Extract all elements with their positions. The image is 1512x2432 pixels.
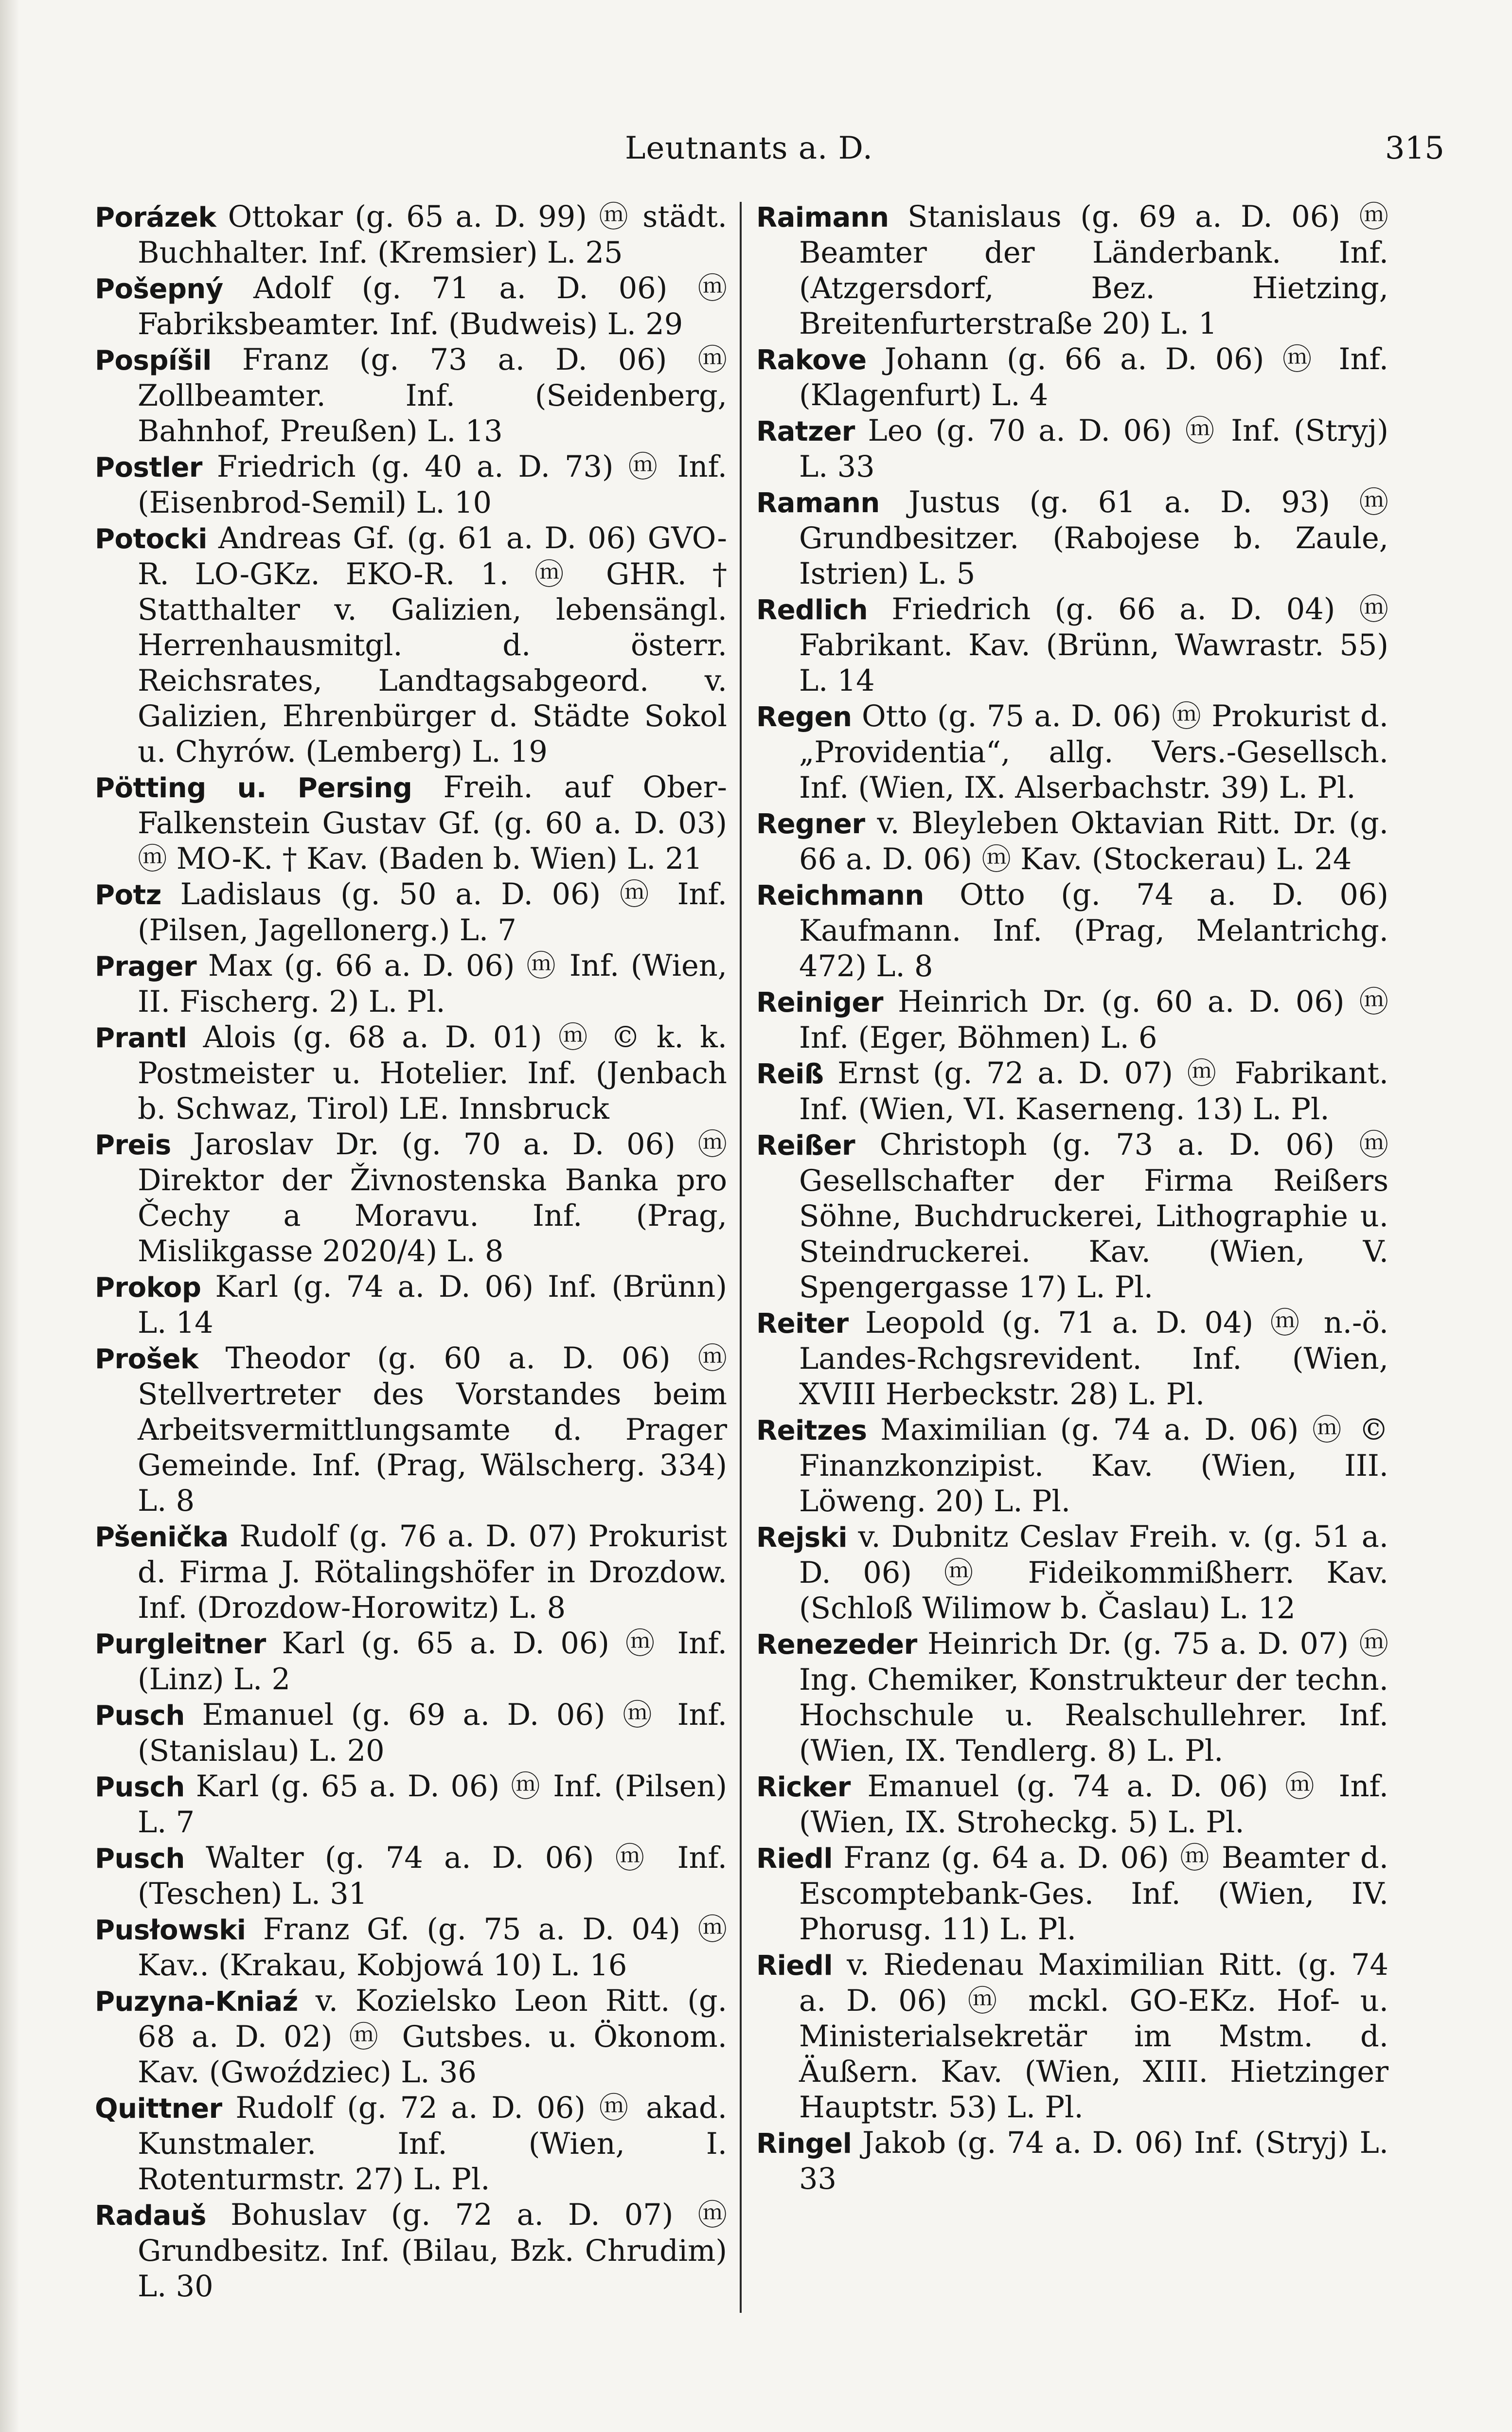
entry-details: Stanislaus (g. 69 a. D. 06) ⓜ Beamter der Länderbank. Inf. (Atzgersdorf, Bez. Hietzing, Breitenfurterstraße 20) L. 1: [799, 200, 1388, 341]
directory-entry: [756, 699, 1388, 806]
directory-entry: [95, 1912, 727, 1984]
entry-details: v. Bleyleben Oktavian Ritt. Dr. (g. 66 a. D. 06) ⓜ Kav. (Stockerau) L. 24: [799, 806, 1388, 876]
entry-details: Heinrich Dr. (g. 60 a. D. 06) ⓜ Inf. (Eger, Böhmen) L. 6: [799, 985, 1388, 1055]
entry-details: Christoph (g. 73 a. D. 06) ⓜ Gesellschafter der Firma Reißers Söhne, Buchdruckerei, Lithographie u. Steindruckerei. Kav. (Wien, V. Spengergasse 17) L. Pl.: [799, 1128, 1389, 1305]
directory-entry: [756, 2126, 1388, 2197]
entry-surname: Prager: [95, 951, 197, 983]
entry-surname: Postler: [95, 452, 202, 483]
entry-details: Freih. auf Ober-Falkenstein Gustav Gf. (g. 60 a. D. 03) ⓜ MO-K. † Kav. (Baden b. Wien) L. 21: [138, 770, 727, 876]
directory-entry: [95, 1127, 727, 1270]
entry-details: Bohuslav (g. 72 a. D. 07) ⓜ Grundbesitz. Inf. (Bilau, Bzk. Chrudim) L. 30: [138, 2198, 727, 2304]
entry-details: Ladislaus (g. 50 a. D. 06) ⓜ Inf. (Pilsen, Jagellonerg.) L. 7: [138, 877, 727, 948]
left-column: [95, 199, 727, 2305]
entry-surname: Reiniger: [756, 987, 884, 1019]
entry-details: Franz (g. 64 a. D. 06) ⓜ Beamter d. Escomptebank-Ges. Inf. (Wien, IV. Phorusg. 11) L. Pl.: [799, 1841, 1388, 1947]
entry-details: v. Riedenau Maximilian Ritt. (g. 74 a. D. 06) ⓜ mckl. GO-EKz. Hof- u. Ministerialsekretär im Mstm. d. Äußern. Kav. (Wien, XIII. Hietzinger Hauptstr. 53) L. Pl.: [799, 1948, 1389, 2125]
entry-surname: Pötting u. Persing: [95, 772, 412, 804]
directory-entry: [95, 770, 727, 877]
directory-entry: [756, 199, 1388, 342]
entry-details: Jaroslav Dr. (g. 70 a. D. 06) ⓜ Direktor der Živnostenska Banka pro Čechy a Moravu. Inf. (Prag, Mislikgasse 2020/4) L. 8: [138, 1127, 727, 1269]
entry-details: Leo (g. 70 a. D. 06) ⓜ Inf. (Stryj) L. 33: [799, 414, 1389, 484]
directory-entry: [756, 984, 1388, 1056]
entry-surname: Ratzer: [756, 416, 855, 447]
entry-details: v. Dubnitz Ceslav Freih. v. (g. 51 a. D. 06) ⓜ Fideikommißherr. Kav. (Schloß Wilimow b. Časlau) L. 12: [799, 1520, 1388, 1626]
directory-entry: [95, 877, 727, 948]
entry-surname: Reitzes: [756, 1415, 867, 1447]
entry-surname: Reißer: [756, 1130, 855, 1162]
entry-details: Friedrich (g. 66 a. D. 04) ⓜ Fabrikant. Kav. (Brünn, Wawrastr. 55) L. 14: [799, 592, 1388, 698]
entry-surname: Redlich: [756, 594, 868, 626]
directory-entry: [95, 1020, 727, 1127]
entry-surname: Regen: [756, 701, 852, 733]
entry-surname: Raimann: [756, 202, 889, 233]
entry-details: Franz (g. 73 a. D. 06) ⓜ Zollbeamter. Inf. (Seidenberg, Bahnhof, Preußen) L. 13: [138, 343, 727, 448]
entry-details: Ottokar (g. 65 a. D. 99) ⓜ städt. Buchhalter. Inf. (Kremsier) L. 25: [138, 200, 727, 270]
entry-surname: Potz: [95, 879, 161, 911]
directory-entry: [95, 199, 727, 271]
entry-surname: Ringel: [756, 2128, 852, 2160]
directory-entry: [95, 1626, 727, 1698]
entry-surname: Reiß: [756, 1058, 824, 1090]
directory-entry: [95, 1519, 727, 1626]
entry-details: Justus (g. 61 a. D. 93) ⓜ Grundbesitzer. (Rabojese b. Zaule, Istrien) L. 5: [799, 485, 1388, 591]
directory-entry: [756, 485, 1388, 592]
directory-entry: [756, 1413, 1388, 1520]
directory-entry: [756, 1305, 1388, 1413]
directory-entry: [95, 1341, 727, 1519]
entry-surname: Pospíšil: [95, 345, 212, 376]
entry-surname: Riedl: [756, 1950, 833, 1982]
running-title: Leutnants a. D.: [625, 130, 873, 166]
entry-details: Rudolf (g. 72 a. D. 06) ⓜ akad. Kunstmaler. Inf. (Wien, I. Rotenturmstr. 27) L. Pl.: [138, 2091, 727, 2197]
entry-details: Walter (g. 74 a. D. 06) ⓜ Inf. (Teschen) L. 31: [138, 1841, 727, 1911]
entry-details: Maximilian (g. 74 a. D. 06) ⓜ © Finanzkonzipist. Kav. (Wien, III. Löweng. 20) L. Pl.: [799, 1413, 1389, 1519]
entry-surname: Pusch: [95, 1700, 185, 1732]
entry-surname: Rejski: [756, 1522, 848, 1554]
column-divider: [740, 202, 742, 2313]
entry-details: Karl (g. 65 a. D. 06) ⓜ Inf. (Pilsen) L. 7: [138, 1770, 727, 1840]
directory-entry: [756, 877, 1388, 984]
entry-details: Karl (g. 65 a. D. 06) ⓜ Inf. (Linz) L. 2: [138, 1627, 727, 1697]
entry-details: Friedrich (g. 40 a. D. 73) ⓜ Inf. (Eisenbrod-Semil) L. 10: [138, 450, 727, 520]
right-column: [756, 199, 1388, 2197]
directory-entry: [95, 948, 727, 1020]
entry-surname: Puzyna-Kniaź: [95, 1986, 298, 2018]
page-number: 315: [1385, 130, 1444, 166]
entry-surname: Renezeder: [756, 1629, 917, 1661]
entry-details: Rudolf (g. 76 a. D. 07) Prokurist d. Firma J. Rötalingshöfer in Drozdow. Inf. (Drozdow-Horowitz) L. 8: [138, 1520, 727, 1625]
entry-details: Max (g. 66 a. D. 06) ⓜ Inf. (Wien, II. Fischerg. 2) L. Pl.: [138, 949, 727, 1019]
entry-surname: Porázek: [95, 202, 216, 233]
directory-entry: [95, 521, 727, 770]
directory-entry: [95, 1270, 727, 1341]
entry-details: Theodor (g. 60 a. D. 06) ⓜ Stellvertreter des Vorstandes beim Arbeitsvermittlungsamte d. Prager Gemeinde. Inf. (Prag, Wälscherg. 334) L. 8: [138, 1341, 727, 1518]
entry-surname: Riedl: [756, 1843, 833, 1875]
entry-details: Andreas Gf. (g. 61 a. D. 06) GVO-R. LO-GKz. EKO-R. 1. ⓜ GHR. † Statthalter v. Galizien, lebensängl. Herrenhausmitgl. d. österr. Reichsrates, Landtagsabgeord. v. Galizien, Ehrenbürger d. Städte Sokol u. Chyrów. (Lemberg) L. 19: [138, 521, 727, 769]
entry-surname: Purgleitner: [95, 1628, 266, 1660]
entry-details: Heinrich Dr. (g. 75 a. D. 07) ⓜ Ing. Chemiker, Konstrukteur der techn. Hochschule u. Realschullehrer. Inf. (Wien, IX. Tendlerg. 8) L. Pl.: [799, 1627, 1388, 1768]
entry-details: v. Kozielsko Leon Ritt. (g. 68 a. D. 02) ⓜ Gutsbes. u. Ökonom. Kav. (Gwoździec) L. 36: [138, 1984, 727, 2090]
entry-surname: Reiter: [756, 1308, 849, 1340]
entry-details: Emanuel (g. 74 a. D. 06) ⓜ Inf. (Wien, IX. Stroheckg. 5) L. Pl.: [799, 1770, 1388, 1840]
directory-entry: [756, 1127, 1388, 1305]
entry-surname: Radauš: [95, 2200, 206, 2232]
directory-entry: [756, 413, 1388, 485]
directory-entry: [95, 449, 727, 521]
entry-details: Otto (g. 74 a. D. 06) Kaufmann. Inf. (Prag, Melantrichg. 472) L. 8: [799, 878, 1388, 984]
entry-surname: Potocki: [95, 523, 207, 555]
directory-entry: [95, 1841, 727, 1912]
entry-surname: Preis: [95, 1129, 171, 1161]
entry-surname: Pusłowski: [95, 1914, 246, 1946]
directory-entry: [95, 1984, 727, 2091]
scan-edge-shadow: [0, 0, 19, 2432]
directory-entry: [756, 1627, 1388, 1769]
entry-details: Adolf (g. 71 a. D. 06) ⓜ Fabriksbeamter. Inf. (Budweis) L. 29: [138, 271, 727, 341]
entry-surname: Prošek: [95, 1343, 198, 1375]
entry-details: Franz Gf. (g. 75 a. D. 04) ⓜ Kav.. (Krakau, Kobjowá 10) L. 16: [138, 1913, 727, 1983]
entry-surname: Regner: [756, 808, 865, 840]
entry-details: Karl (g. 74 a. D. 06) Inf. (Brünn) L. 14: [138, 1270, 728, 1340]
entry-surname: Ramann: [756, 487, 880, 519]
directory-entry: [95, 271, 727, 342]
directory-entry: [756, 1520, 1388, 1627]
entry-details: Jakob (g. 74 a. D. 06) Inf. (Stryj) L. 33: [799, 2126, 1389, 2196]
entry-surname: Ricker: [756, 1771, 851, 1803]
entry-surname: Rakove: [756, 344, 867, 376]
entry-details: Alois (g. 68 a. D. 01) ⓜ © k. k. Postmeister u. Hotelier. Inf. (Jenbach b. Schwaz, Tirol) LE. Innsbruck: [138, 1020, 727, 1126]
entry-details: Emanuel (g. 69 a. D. 06) ⓜ Inf. (Stanislau) L. 20: [138, 1698, 727, 1768]
entry-surname: Prantl: [95, 1022, 187, 1054]
entry-surname: Pusch: [95, 1843, 185, 1875]
entry-details: Leopold (g. 71 a. D. 04) ⓜ n.-ö. Landes-Rchgsrevident. Inf. (Wien, XVIII Herbeckstr. 28) L. Pl.: [799, 1306, 1388, 1412]
entry-surname: Pusch: [95, 1771, 185, 1803]
entry-surname: Reichmann: [756, 880, 924, 912]
directory-entry: [95, 2198, 727, 2305]
page-header: [97, 130, 1444, 174]
entry-surname: Pošepný: [95, 273, 223, 305]
directory-entry: [95, 1769, 727, 1841]
directory-entry: [756, 1841, 1388, 1948]
directory-entry: [756, 1056, 1388, 1127]
entry-details: Otto (g. 75 a. D. 06) ⓜ Prokurist d. „Providentia“, allg. Vers.-Gesellsch. Inf. (Wien, IX. Alserbachstr. 39) L. Pl.: [799, 699, 1389, 805]
directory-entry: [95, 1698, 727, 1769]
directory-entry: [756, 342, 1388, 413]
entry-details: Ernst (g. 72 a. D. 07) ⓜ Fabrikant. Inf. (Wien, VI. Kaserneng. 13) L. Pl.: [799, 1056, 1388, 1127]
entry-surname: Prokop: [95, 1272, 201, 1304]
entry-details: Johann (g. 66 a. D. 06) ⓜ Inf. (Klagenfurt) L. 4: [799, 342, 1389, 412]
entry-surname: Pšenička: [95, 1521, 229, 1553]
directory-entry: [756, 806, 1388, 877]
entry-surname: Quittner: [95, 2093, 222, 2125]
directory-entry: [756, 1769, 1388, 1841]
directory-entry: [756, 592, 1388, 699]
directory-entry: [95, 342, 727, 449]
directory-entry: [756, 1948, 1388, 2126]
directory-entry: [95, 2091, 727, 2198]
